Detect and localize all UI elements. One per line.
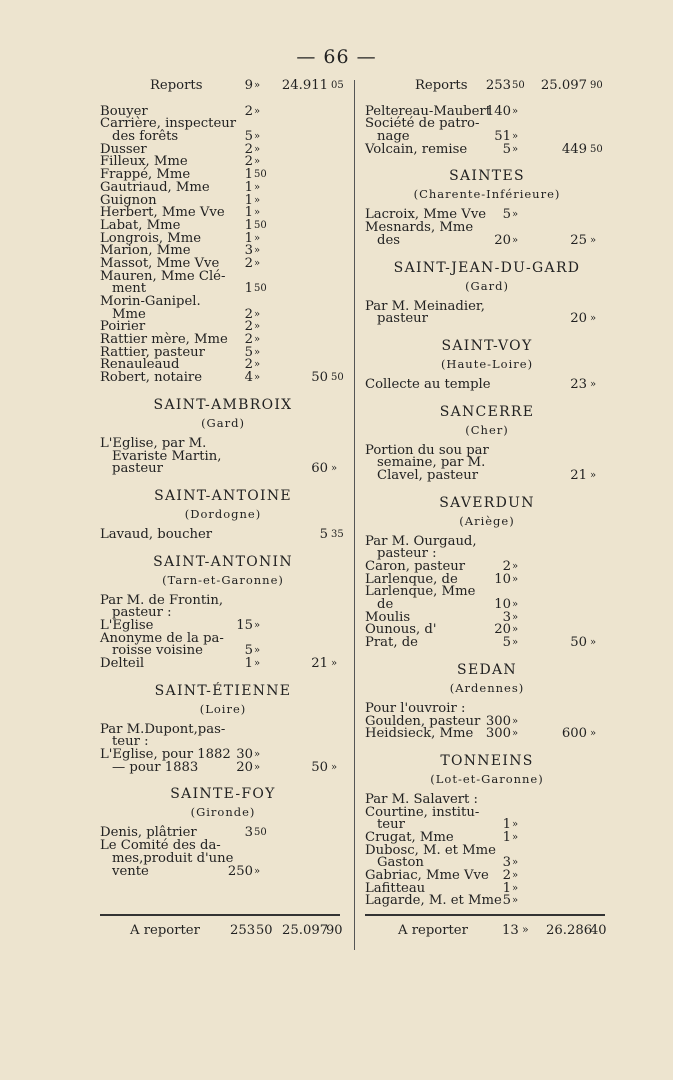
section-department: (Dordogne)	[184, 506, 262, 521]
entry-label: vente	[112, 863, 149, 879]
entry-label: Lacroix, Mme Vve	[365, 207, 487, 223]
entry-amount-cents: »	[512, 728, 519, 740]
entry-amount-cents: »	[512, 131, 519, 143]
entry-total-francs: 50	[570, 635, 587, 651]
entry-label: Gabriac, Mme Vve	[365, 868, 489, 883]
entry-label: Courtine, institu-	[365, 804, 480, 820]
entry-amount-cents: »	[254, 359, 261, 371]
entry-amount-cents: »	[254, 156, 261, 168]
right-footer	[398, 923, 618, 937]
section-heading: SAINTES	[449, 168, 525, 185]
ledger-row	[365, 467, 609, 483]
entry-amount-francs: 3	[502, 609, 511, 625]
column-divider	[354, 80, 355, 950]
entry-amount-cents: »	[512, 234, 519, 246]
entry-total-cents: 50	[590, 143, 603, 155]
entry-amount-francs: 4	[244, 370, 253, 386]
section-department: (Loire)	[199, 701, 247, 716]
section-heading: SAINTE-FOY	[170, 786, 276, 803]
entry-amount-cents: »	[512, 637, 519, 649]
entry-amount-francs: 20	[236, 759, 253, 775]
entry-total-francs: 50	[311, 759, 328, 775]
entry-label: Frappé, Mme	[100, 167, 191, 183]
entry-label: Caron, pasteur	[365, 559, 466, 574]
section-heading: SAVERDUN	[439, 494, 535, 511]
footer-subtotal-cents: 50	[256, 923, 273, 938]
entry-label: Larlenque, Mme	[365, 584, 476, 600]
right-footer-rule	[365, 914, 605, 916]
entry-total-francs: 60	[311, 461, 328, 477]
entry-amount-cents: »	[254, 105, 261, 117]
entry-total-cents: »	[590, 728, 597, 740]
entry-total-francs: 600	[561, 726, 587, 742]
entry-amount-francs: 140	[485, 103, 511, 119]
left-column	[100, 80, 346, 950]
entry-label: L'Eglise, par M.	[100, 435, 207, 451]
ledger-row	[365, 895, 609, 908]
entry-label: Peltereau-Maubert	[365, 103, 492, 119]
entry-amount-francs: 10	[494, 571, 511, 587]
section-heading: SAINT-ANTOINE	[154, 487, 292, 504]
entry-amount-francs: 1	[244, 230, 253, 246]
entry-amount-cents: »	[254, 245, 261, 257]
entry-label: Mesnards, Mme	[365, 220, 474, 236]
right-column	[365, 80, 609, 950]
section-department: (Gard)	[201, 415, 245, 430]
entry-label: Volcain, remise	[365, 141, 468, 157]
section-department: (Tarn-et-Garonne)	[162, 572, 284, 587]
entry-label: Larlenque, de	[365, 571, 458, 587]
entry-label: Poirier	[100, 319, 146, 335]
entry-amount-cents: »	[512, 870, 519, 881]
entry-total-francs: 20	[570, 311, 587, 327]
entry-amount-francs: 2	[244, 306, 253, 322]
entry-label: Denis, plâtrier	[100, 825, 197, 841]
entry-label: Pour l'ouvroir :	[365, 700, 466, 716]
entry-amount-cents: »	[254, 749, 261, 761]
section-heading: SAINT-ÉTIENNE	[154, 682, 292, 699]
entry-amount-francs: 300	[485, 726, 511, 742]
section-heading: SAINT-AMBROIX	[153, 396, 293, 413]
entry-label: Prat, de	[365, 635, 418, 651]
entry-label: teur :	[112, 734, 149, 750]
ledger-row	[365, 232, 609, 248]
entry-amount-francs: 5	[244, 129, 253, 145]
entry-label: nage	[377, 129, 410, 145]
entry-total-francs: 23	[570, 376, 587, 392]
entry-label: Mme	[112, 306, 146, 322]
entry-total-cents: »	[590, 234, 597, 246]
entry-amount-cents: »	[254, 321, 261, 333]
entry-label: Ounous, d'	[365, 622, 437, 638]
entry-label: Par M. Ourgaud,	[365, 533, 477, 549]
entry-total-francs: 21	[311, 656, 328, 671]
entry-total-francs: 25.097	[540, 78, 587, 93]
ledger-row	[365, 313, 609, 326]
ledger-row	[365, 376, 609, 392]
entry-amount-cents: »	[512, 143, 519, 155]
entry-amount-cents: »	[254, 619, 261, 631]
entry-amount-cents: »	[512, 624, 519, 636]
entry-amount-cents: »	[512, 209, 519, 221]
entry-amount-cents: »	[254, 194, 261, 206]
entry-amount-francs: 2	[244, 141, 253, 157]
carry-forward-row	[365, 80, 609, 93]
entry-amount-francs: 1	[244, 179, 253, 195]
entry-label: Lavaud, boucher	[100, 526, 213, 542]
entry-label: Par M.Dupont,pas-	[100, 721, 226, 737]
entry-amount-cents: 50	[254, 827, 267, 839]
entry-label: Morin-Ganipel.	[100, 294, 201, 309]
entry-amount-francs: 5	[502, 635, 511, 651]
entry-label: Clavel, pasteur	[377, 467, 478, 483]
entry-label: Robert, notaire	[100, 370, 203, 386]
entry-amount-cents: »	[254, 372, 261, 384]
entry-label: Reports	[150, 78, 203, 93]
entry-amount-francs: 2	[502, 559, 511, 574]
entry-label: Filleux, Mme	[100, 154, 188, 170]
footer-total: 25.097	[282, 923, 329, 938]
ledger-row	[365, 637, 609, 650]
entry-total-cents: 50	[331, 372, 344, 384]
entry-amount-francs: 3	[502, 855, 511, 871]
entry-amount-francs: 2	[244, 357, 253, 373]
entry-label: roisse voisine	[112, 643, 203, 659]
entry-amount-francs: 5	[244, 643, 253, 659]
section-heading: TONNEINS	[440, 752, 534, 769]
entry-total-cents: 05	[331, 80, 344, 91]
entry-label: Collecte au temple	[365, 376, 491, 392]
ledger-row	[100, 658, 346, 671]
entry-amount-cents: 50	[254, 283, 267, 295]
entry-amount-francs: 2	[244, 332, 253, 348]
entry-amount-cents: »	[512, 857, 519, 869]
footer-label: A reporter	[130, 923, 200, 938]
entry-total-cents: 90	[590, 80, 603, 91]
entry-amount-cents: »	[512, 573, 519, 585]
entry-label: Gautriaud, Mme	[100, 179, 210, 195]
entry-amount-francs: 253	[485, 78, 511, 93]
entry-label: Renauleaud	[100, 357, 180, 373]
entry-amount-francs: 1	[502, 880, 511, 896]
section-department: (Gard)	[465, 278, 509, 293]
entry-amount-cents: »	[254, 761, 261, 773]
entry-label: pasteur :	[377, 546, 437, 562]
entry-label: Par M. Salavert :	[365, 791, 478, 807]
entry-label: semaine, par M.	[377, 455, 486, 471]
entry-label: Le Comité des da-	[100, 838, 221, 854]
entry-label: des	[377, 232, 401, 248]
entry-label: Heidsieck, Mme	[365, 726, 474, 742]
section-department: (Cher)	[465, 422, 509, 437]
entry-amount-cents: »	[254, 257, 261, 269]
entry-label: pasteur	[112, 461, 163, 477]
entry-label: de	[377, 597, 394, 613]
footer-total-cents: 40	[590, 923, 607, 938]
ledger-row	[365, 141, 609, 157]
entry-label: Evariste Martin,	[112, 448, 222, 464]
entry-label: Guignon	[100, 192, 157, 208]
entry-label: Labat, Mme	[100, 217, 181, 233]
entry-amount-cents: »	[254, 181, 261, 193]
entry-label: Massot, Mme Vve	[100, 255, 220, 271]
entry-label: Portion du sou par	[365, 442, 489, 458]
entry-amount-francs: 1	[244, 656, 253, 671]
section-department: (Ardennes)	[449, 680, 525, 695]
entry-label: Rattier mère, Mme	[100, 332, 228, 348]
entry-amount-francs: 51	[494, 129, 511, 145]
entry-label: Lagarde, M. et Mme	[365, 893, 502, 909]
entry-label: Marion, Mme	[100, 243, 191, 259]
entry-amount-francs: 30	[236, 747, 253, 763]
entry-amount-cents: »	[512, 599, 519, 611]
entry-label: Par M. Meinadier,	[365, 298, 485, 314]
entry-total-cents: »	[331, 761, 338, 773]
entry-label: Dubosc, M. et Mme	[365, 842, 496, 858]
entry-amount-cents: »	[512, 895, 519, 907]
ledger-row	[100, 372, 346, 385]
entry-amount-francs: 3	[244, 243, 253, 259]
footer-total-cents: 90	[326, 923, 343, 938]
entry-label: L'Eglise	[100, 617, 154, 633]
entry-amount-francs: 2	[502, 868, 511, 883]
entry-amount-francs: 2	[244, 319, 253, 335]
entry-amount-francs: 1	[502, 817, 511, 833]
entry-total-cents: »	[590, 378, 597, 390]
entry-label: mes,produit d'une	[112, 850, 234, 866]
entry-amount-francs: 5	[502, 893, 511, 909]
entry-amount-cents: »	[254, 207, 261, 219]
entry-amount-francs: 1	[502, 829, 511, 845]
entry-amount-francs: 5	[502, 207, 511, 223]
section-heading: SAINT-VOY	[441, 337, 533, 354]
entry-total-francs: 25	[570, 232, 587, 248]
entry-label: Mauren, Mme Clé-	[100, 268, 226, 284]
entry-total-cents: »	[590, 313, 597, 325]
section-heading: SAINT-ANTONIN	[153, 553, 293, 570]
entry-total-francs: 24.911	[281, 78, 328, 93]
footer-total: 26.286	[546, 923, 593, 938]
entry-amount-cents: 50	[512, 80, 525, 91]
left-footer	[130, 923, 350, 937]
entry-amount-cents: »	[512, 715, 519, 727]
entry-total-francs: 5	[319, 526, 328, 542]
entry-amount-cents: »	[254, 865, 261, 877]
entry-amount-francs: 5	[502, 141, 511, 157]
section-heading: SAINT-JEAN-DU-GARD	[393, 259, 581, 276]
entry-label: Gaston	[377, 855, 424, 871]
entry-amount-francs: 2	[244, 154, 253, 170]
entry-label: Bouyer	[100, 103, 148, 119]
entry-amount-cents: »	[512, 561, 519, 572]
entry-amount-francs: 250	[227, 863, 253, 879]
entry-amount-francs: 1	[244, 192, 253, 208]
page-number: — 66 —	[296, 46, 377, 68]
entry-label: des forêts	[112, 129, 179, 145]
entry-amount-francs: 10	[494, 597, 511, 613]
ledger-row	[100, 759, 346, 775]
entry-amount-francs: 20	[494, 232, 511, 248]
entry-label: Herbert, Mme Vve	[100, 205, 225, 221]
entry-label: Delteil	[100, 656, 145, 671]
entry-amount-cents: »	[254, 658, 261, 669]
entry-label: Goulden, pasteur	[365, 713, 481, 729]
entry-amount-francs: 1	[244, 167, 253, 183]
entry-amount-francs: 2	[244, 103, 253, 119]
section-department: (Haute-Loire)	[440, 356, 534, 371]
entry-label: Longrois, Mme	[100, 230, 202, 246]
entry-label: Moulis	[365, 609, 411, 625]
section-department: (Lot-et-Garonne)	[430, 771, 544, 786]
section-department: (Gironde)	[190, 805, 256, 820]
entry-label: Société de patro-	[365, 116, 480, 132]
left-footer-rule	[100, 914, 340, 916]
entry-amount-cents: »	[254, 334, 261, 346]
entry-label: ment	[112, 281, 147, 297]
entry-amount-cents: 50	[254, 219, 267, 231]
section-department: (Ariège)	[459, 513, 515, 528]
entry-label: Par M. de Frontin,	[100, 592, 224, 608]
section-heading: SEDAN	[457, 661, 517, 678]
ledger-row	[100, 463, 346, 476]
entry-label: pasteur	[377, 311, 428, 327]
ledger-row	[100, 863, 346, 879]
entry-amount-cents: »	[512, 611, 519, 623]
entry-amount-francs: 1	[244, 217, 253, 233]
entry-label: Carrière, inspecteur	[100, 116, 237, 132]
entry-amount-francs: 2	[244, 255, 253, 271]
entry-amount-cents: »	[254, 308, 261, 320]
ledger-row	[100, 526, 346, 542]
entry-amount-cents: »	[512, 105, 519, 117]
entry-amount-francs: 3	[244, 825, 253, 841]
entry-amount-cents: »	[254, 232, 261, 244]
footer-subtotal: 253	[230, 923, 256, 938]
footer-subtotal-cents: »	[522, 923, 529, 936]
entry-amount-cents: »	[254, 346, 261, 358]
footer-subtotal: 13	[502, 923, 519, 938]
entry-total-francs: 50	[311, 370, 328, 386]
carry-forward-row	[100, 80, 346, 93]
entry-total-cents: »	[590, 637, 597, 649]
entry-label: teur	[377, 817, 405, 833]
entry-total-cents: »	[590, 469, 597, 481]
ledger-row	[365, 586, 609, 599]
entry-label: Crugat, Mme	[365, 829, 454, 845]
entry-label: Rattier, pasteur	[100, 344, 205, 360]
entry-amount-francs: 1	[244, 205, 253, 221]
entry-amount-francs: 1	[244, 281, 253, 297]
entry-amount-cents: 50	[254, 169, 267, 181]
entry-amount-francs: 300	[485, 713, 511, 729]
entry-amount-francs: 20	[494, 622, 511, 638]
section-department: (Charente-Inférieure)	[413, 187, 561, 202]
entry-amount-cents: »	[512, 831, 519, 843]
entry-amount-cents: »	[254, 131, 261, 143]
entry-total-francs: 449	[561, 141, 587, 157]
section-heading: SANCERRE	[439, 403, 535, 420]
entry-label: Reports	[415, 78, 468, 93]
entry-label: Anonyme de la pa-	[100, 630, 224, 646]
entry-amount-cents: »	[254, 645, 261, 657]
entry-amount-cents: »	[254, 143, 261, 155]
entry-amount-cents: »	[512, 882, 519, 894]
entry-amount-cents: »	[254, 80, 261, 91]
entry-total-cents: »	[331, 658, 338, 669]
entry-amount-francs: 9	[244, 78, 253, 93]
entry-total-cents: 35	[331, 528, 344, 540]
entry-total-cents: »	[331, 463, 338, 475]
entry-label: Dusser	[100, 141, 147, 157]
footer-label: A reporter	[398, 923, 468, 938]
entry-total-francs: 21	[570, 467, 587, 483]
entry-amount-cents: »	[512, 819, 519, 831]
entry-label: Lafitteau	[365, 880, 426, 896]
entry-label: L'Eglise, pour 1882	[100, 747, 231, 763]
entry-label: — pour 1883	[112, 759, 199, 775]
ledger-row	[365, 728, 609, 741]
entry-amount-francs: 5	[244, 344, 253, 360]
entry-amount-francs: 15	[236, 617, 253, 633]
entry-label: pasteur :	[112, 605, 172, 621]
